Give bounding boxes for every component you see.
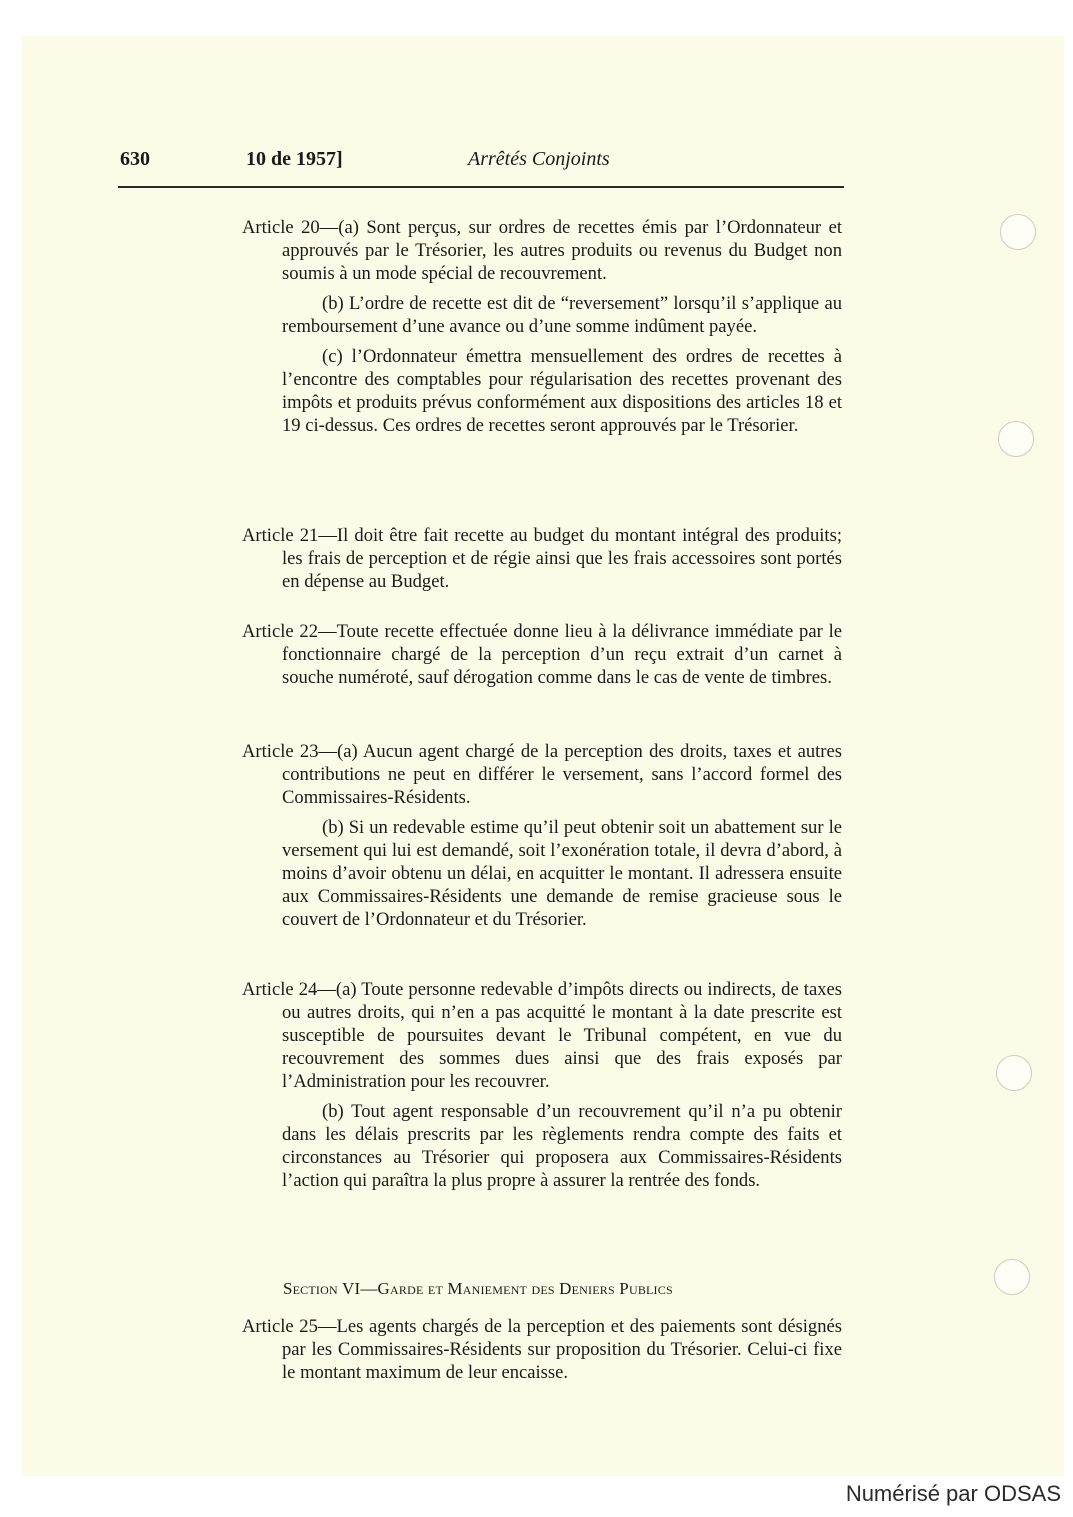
article-lead: Article 20—(a) Sont perçus, sur ordres de recettes émis par l’Ordonnateur et approuvés par le Trésorier, les autres produits ou revenus du Budget non soumis à un mode spécial de recouvrement. [242,217,842,284]
article-25 [242,1315,842,1384]
digitization-watermark: Numérisé par ODSAS [845,1481,1061,1506]
article-23 [242,740,842,931]
punch-hole [996,1055,1032,1091]
article-21 [242,524,842,593]
year-reference: 10 de 1957] [246,148,343,170]
punch-hole [1000,214,1036,250]
punch-hole [998,421,1034,457]
article-lead: Article 24—(a) Toute personne redevable d’impôts directs ou indirects, de taxes ou autres droits, qui n’en a pas acquitté le montant à la date prescrite est susceptible de poursuites devant le Tribunal compétent, en vue du recouvrement des sommes dues ainsi que des frais exposés par l’Administration pour les recouvrer. [242,979,842,1092]
article-subparagraph: (b) Tout agent responsable d’un recouvrement qu’il n’a pu obtenir dans les délais prescrits par les règlements rendra compte des faits et circonstances au Trésorier qui proposera aux Commissaires-Résidents l’action qui paraîtra la plus propre à assurer la rentrée des fonds. [282,1101,842,1191]
article-20 [242,216,842,437]
section-heading: Section VI—Garde et Maniement des Deniers Publics [283,1279,673,1298]
article-22 [242,620,842,689]
article-lead: Article 22—Toute recette effectuée donne lieu à la délivrance immédiate par le fonctionnaire chargé de la perception d’un reçu extrait d’un carnet à souche numéroté, sauf dérogation comme dans le cas de vente de timbres. [242,621,842,688]
article-lead: Article 21—Il doit être fait recette au budget du montant intégral des produits; les frais de perception et de régie ainsi que les frais accessoires sont portés en dépense au Budget. [242,525,842,592]
article-subparagraph: (c) l’Ordonnateur émettra mensuellement des ordres de recettes à l’encontre des comptables pour régularisation des recettes provenant des impôts et produits prévus conformément aux dispositions des articles 18 et 19 ci-dessus. Ces ordres de recettes seront approuvés par le Trésorier. [282,346,842,436]
running-title: Arrêtés Conjoints [468,148,610,170]
page-number: 630 [120,148,150,170]
article-subparagraph: (b) L’ordre de recette est dit de “reversement” lorsqu’il s’applique au remboursement d’une avance ou d’une somme indûment payée. [282,293,842,337]
article-lead: Article 25—Les agents chargés de la perception et des paiements sont désignés par les Commissaires-Résidents sur proposition du Trésorier. Celui-ci fixe le montant maximum de leur encaisse. [242,1316,842,1383]
article-lead: Article 23—(a) Aucun agent chargé de la perception des droits, taxes et autres contributions ne peut en différer le versement, sans l’accord formel des Commissaires-Résidents. [242,741,842,808]
article-subparagraph: (b) Si un redevable estime qu’il peut obtenir soit un abattement sur le versement qui lui est demandé, soit l’exonération totale, il devra d’abord, à moins d’avoir obtenu un délai, en acquitter le montant. Il adressera ensuite aux Commissaires-Résidents une demande de remise gracieuse sous le couvert de l’Ordonnateur et du Trésorier. [282,817,842,930]
punch-hole [994,1259,1030,1295]
header-rule [118,186,844,188]
article-24 [242,978,842,1192]
